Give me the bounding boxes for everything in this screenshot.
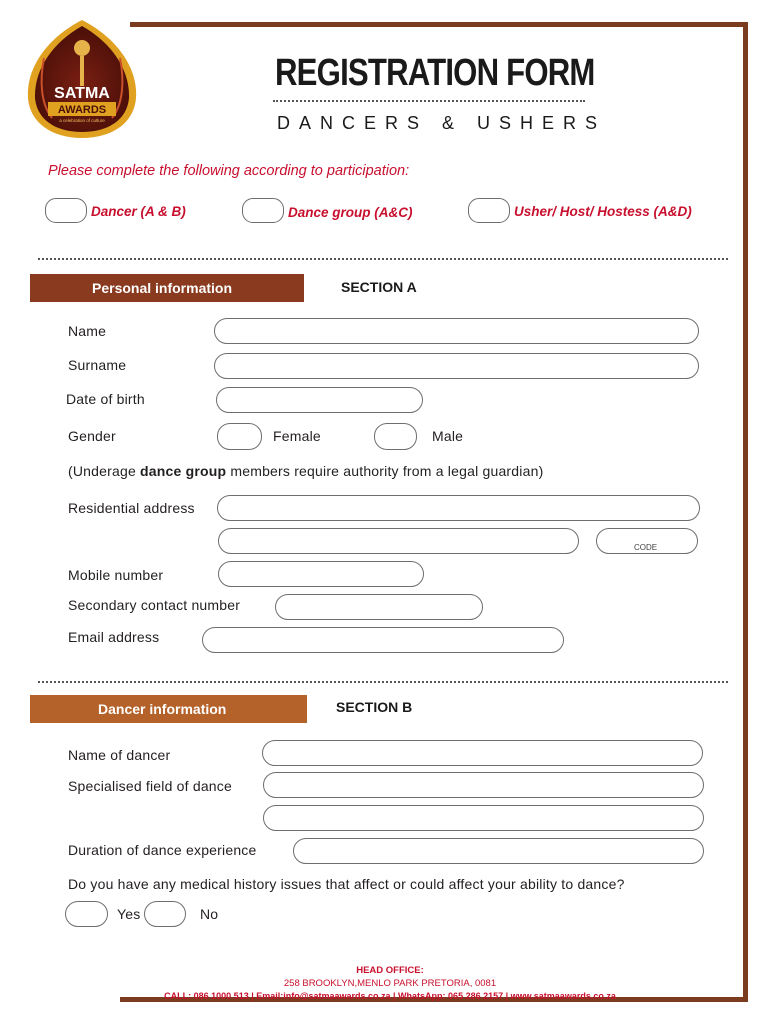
duration-input[interactable] (293, 838, 704, 864)
name-input[interactable] (214, 318, 699, 344)
gender-label: Gender (68, 428, 116, 444)
dancer-name-label: Name of dancer (68, 747, 171, 763)
mobile-label: Mobile number (68, 567, 164, 583)
guardian-note (68, 463, 543, 479)
surname-label: Surname (68, 357, 127, 373)
specialised-field-label: Specialised field of dance (68, 778, 232, 794)
guardian-note-post: members require authority from a legal guardian) (226, 463, 544, 479)
specialised-field-input-1[interactable] (263, 772, 704, 798)
logo-text-awards: AWARDS (57, 104, 107, 116)
medical-yes-checkbox[interactable] (65, 901, 108, 927)
title-divider (273, 100, 585, 102)
dance-group-option-label: Dance group (A&C) (288, 205, 413, 220)
email-label: Email address (68, 629, 160, 645)
logo-tagline: a celebration of culture (59, 118, 105, 123)
medical-yes-label: Yes (117, 906, 141, 922)
usher-option-checkbox[interactable] (468, 198, 510, 223)
page-frame-top (130, 22, 748, 27)
email-input[interactable] (202, 627, 564, 653)
postal-code-label: CODE (634, 543, 658, 552)
divider-a (38, 258, 728, 260)
footer-contact: CALL: 086 1000 513 | Email:info@satmaawards.co.za | WhatsApp: 065 286 2157 | www.satmaawards.co.za (164, 991, 616, 1001)
divider-b (38, 681, 728, 683)
dob-input[interactable] (216, 387, 423, 413)
dob-label: Date of birth (66, 391, 145, 407)
footer-address: 258 BROOKLYN,MENLO PARK PRETORIA, 0081 (283, 978, 497, 989)
dancer-option-label: Dancer (A & B) (91, 204, 186, 219)
section-b-title: SECTION B (336, 699, 413, 715)
gender-male-checkbox[interactable] (374, 423, 417, 450)
section-a-tab (30, 274, 304, 302)
gender-female-checkbox[interactable] (217, 423, 262, 450)
gender-female-label: Female (273, 428, 321, 444)
surname-input[interactable] (214, 353, 699, 379)
section-a-title: SECTION A (341, 279, 417, 295)
medical-no-checkbox[interactable] (144, 901, 186, 927)
instructions-text: Please complete the following according to participation: (48, 163, 410, 179)
name-label: Name (68, 323, 107, 339)
logo-text-satma: SATMA (54, 85, 110, 102)
duration-label: Duration of dance experience (68, 842, 257, 858)
medical-question: Do you have any medical history issues that affect or could affect your ability to dance? (68, 876, 625, 892)
specialised-field-input-2[interactable] (263, 805, 704, 831)
dance-group-option-checkbox[interactable] (242, 198, 284, 223)
footer-head-office: HEAD OFFICE: (356, 965, 424, 976)
dancer-option-checkbox[interactable] (45, 198, 87, 223)
secondary-contact-label: Secondary contact number (68, 597, 241, 613)
medical-no-label: No (200, 906, 219, 922)
section-a-tab-label: Personal information (92, 280, 233, 296)
guardian-note-bold: dance group (140, 463, 227, 479)
section-b-tab-label: Dancer information (98, 701, 227, 717)
secondary-contact-input[interactable] (275, 594, 483, 620)
usher-option-label: Usher/ Host/ Hostess (A&D) (514, 204, 692, 219)
address-line2-input[interactable] (218, 528, 579, 554)
satma-awards-logo (22, 18, 142, 140)
form-title: REGISTRATION FORM (275, 52, 595, 94)
dancer-name-input[interactable] (262, 740, 703, 766)
address-label: Residential address (68, 500, 195, 516)
address-line1-input[interactable] (217, 495, 700, 521)
guardian-note-pre: (Underage (68, 463, 141, 479)
gender-male-label: Male (432, 428, 464, 444)
mobile-input[interactable] (218, 561, 424, 587)
form-subtitle: DANCERS & USHERS (277, 113, 607, 133)
section-b-tab (30, 695, 307, 723)
page-frame-right (743, 22, 748, 1002)
